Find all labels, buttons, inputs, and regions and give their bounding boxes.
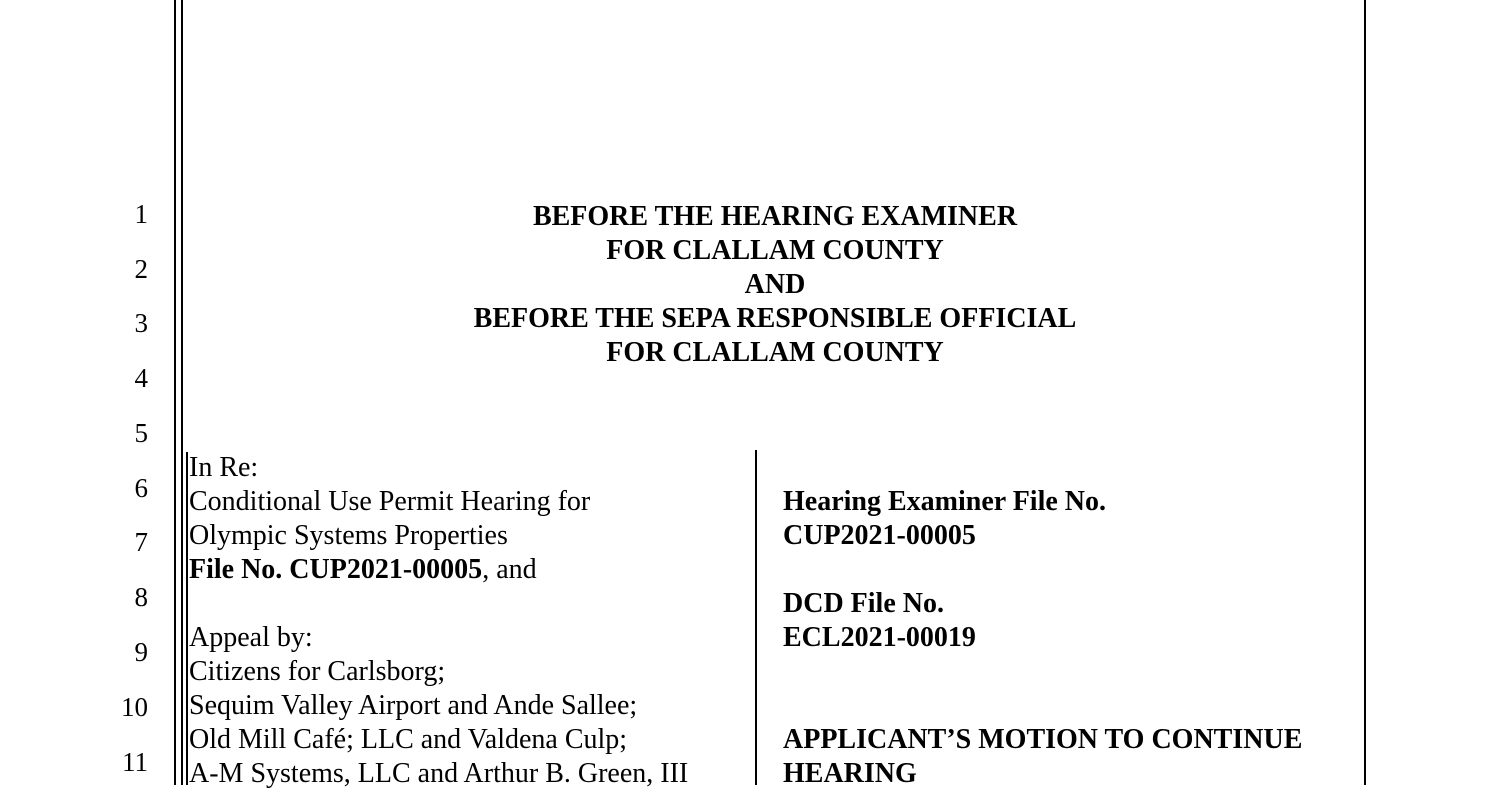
spacer bbox=[783, 689, 1358, 723]
court-heading bbox=[186, 200, 1364, 370]
spacer bbox=[783, 553, 1358, 587]
heading-line: AND bbox=[744, 269, 806, 300]
line-number: 9 bbox=[134, 637, 148, 667]
caption-case-info bbox=[783, 485, 1358, 791]
he-file-value: CUP2021-00005 bbox=[783, 520, 976, 551]
heading-line: BEFORE THE SEPA RESPONSIBLE OFFICIAL bbox=[473, 303, 1077, 334]
heading-line: FOR CLALLAM COUNTY bbox=[606, 337, 944, 368]
line-number: 10 bbox=[121, 692, 148, 722]
appellant: A-M Systems, LLC and Arthur B. Green, III bbox=[189, 758, 689, 789]
line-number: 5 bbox=[134, 418, 148, 448]
dcd-file-label: DCD File No. bbox=[783, 588, 944, 619]
file-number-line bbox=[189, 553, 749, 587]
line-number: 1 bbox=[134, 199, 148, 229]
matter-line: Olympic Systems Properties bbox=[189, 520, 508, 551]
line-number: 7 bbox=[134, 527, 148, 557]
heading-line: FOR CLALLAM COUNTY bbox=[606, 235, 944, 266]
appellant: Old Mill Café; LLC and Valdena Culp; bbox=[189, 724, 628, 755]
document-title: APPLICANT’S MOTION TO CONTINUE bbox=[783, 724, 1303, 755]
spacer bbox=[783, 655, 1358, 689]
spacer bbox=[189, 587, 749, 621]
caption-left-border bbox=[186, 452, 188, 785]
file-number-suffix: , and bbox=[482, 554, 537, 585]
caption-divider bbox=[755, 450, 757, 785]
line-number: 2 bbox=[134, 254, 148, 284]
margin-rule-right bbox=[1364, 0, 1366, 785]
line-number: 8 bbox=[134, 582, 148, 612]
document-title: HEARING bbox=[783, 758, 917, 789]
line-number: 3 bbox=[134, 308, 148, 338]
appellant: Sequim Valley Airport and Ande Sallee; bbox=[189, 690, 638, 721]
line-numbers bbox=[100, 0, 160, 785]
dcd-file-value: ECL2021-00019 bbox=[783, 622, 976, 653]
appellant: Citizens for Carlsborg; bbox=[189, 656, 446, 687]
line-number: 4 bbox=[134, 363, 148, 393]
caption-parties bbox=[189, 451, 749, 791]
file-number: File No. CUP2021-00005 bbox=[189, 554, 483, 585]
line-number: 6 bbox=[134, 473, 148, 503]
margin-rule-left-inner bbox=[181, 0, 183, 785]
in-re-label: In Re: bbox=[189, 452, 259, 483]
margin-rule-left-outer bbox=[174, 0, 176, 785]
matter-line: Conditional Use Permit Hearing for bbox=[189, 486, 591, 517]
heading-line: BEFORE THE HEARING EXAMINER bbox=[532, 201, 1018, 232]
he-file-label: Hearing Examiner File No. bbox=[783, 486, 1106, 517]
line-number: 11 bbox=[122, 747, 148, 777]
appeal-by-label: Appeal by: bbox=[189, 622, 313, 653]
